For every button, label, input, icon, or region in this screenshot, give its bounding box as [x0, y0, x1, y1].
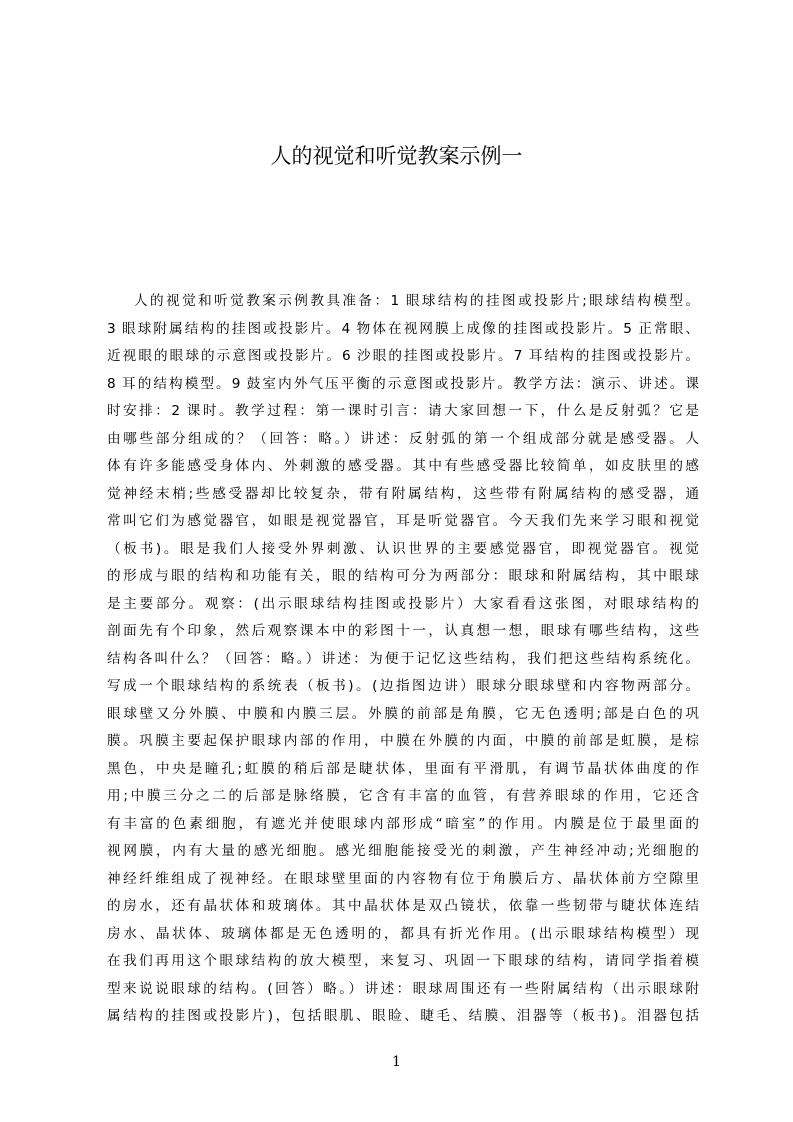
- text-line: （板书)。眼是我们人接受外界刺激、认识世界的主要感觉器官，即视觉器官。视觉: [107, 540, 699, 557]
- text-line: 房水、晶状体、玻璃体都是无色透明的，都具有折光作用。(出示眼球结构模型）现: [107, 925, 699, 942]
- text-line: 型来说说眼球的结构。(回答）略。）讲述：眼球周围还有一些附属结构（出示眼球附: [107, 980, 699, 997]
- text-line: 属结构的挂图或投影片)，包括眼肌、眼睑、睫毛、结膜、泪器等（板书)。泪器包括: [107, 1008, 699, 1024]
- text-line: 眼球壁又分外膜、中膜和内膜三层。外膜的前部是角膜，它无色透明;部是白色的巩: [107, 705, 699, 722]
- text-line: 时安排：2 课时。教学过程：第一课时引言：请大家回想一下，什么是反射弧？它是: [107, 403, 699, 419]
- text-line: 由哪些部分组成的？（回答：略。）讲述：反射弧的第一个组成部分就是感受器。人: [107, 430, 699, 447]
- text-line: 的房水，还有晶状体和玻璃体。其中晶状体是双凸镜状，依靠一些韧带与睫状体连结: [107, 898, 699, 914]
- text-line: 结构各叫什么？（回答：略。）讲述：为便于记忆这些结构，我们把这些结构系统化。: [107, 650, 699, 667]
- text-line: 膜。巩膜主要起保护眼球内部的作用，中膜在外膜的内面，中膜的前部是虹膜，是棕: [107, 733, 699, 749]
- text-line: 用;中膜三分之二的后部是脉络膜，它含有丰富的血管，有营养眼球的作用，它还含: [107, 788, 699, 804]
- text-line: 常叫它们为感觉器官，如眼是视觉器官，耳是听觉器官。今天我们先来学习眼和视觉: [107, 513, 699, 529]
- text-line: 黑色，中央是瞳孔;虹膜的稍后部是睫状体，里面有平滑肌，有调节晶状体曲度的作: [107, 760, 699, 777]
- text-line: 8 耳的结构模型。9 鼓室内外气压平衡的示意图或投影片。教学方法：演示、讲述。课: [107, 375, 699, 392]
- text-line: 剖面先有个印象，然后观察课本中的彩图十一，认真想一想，眼球有哪些结构，这些: [107, 623, 699, 639]
- text-line: 人的视觉和听觉教案示例教具准备：1 眼球结构的挂图或投影片;眼球结构模型。: [134, 293, 699, 309]
- text-line: 是主要部分。观察：(出示眼球结构挂图或投影片）大家看看这张图，对眼球结构的: [107, 595, 699, 612]
- text-line: 在我们再用这个眼球结构的放大模型，来复习、巩固一下眼球的结构，请同学指着模: [107, 953, 699, 969]
- text-line: 近视眼的眼球的示意图或投影片。6 沙眼的挂图或投影片。7 耳结构的挂图或投影片。: [107, 348, 699, 364]
- body-text: [107, 288, 699, 1031]
- page-number: 1: [392, 1054, 401, 1070]
- document-title: 人的视觉和听觉教案示例一: [270, 144, 523, 168]
- text-line: 的形成与眼的结构和功能有关，眼的结构可分为两部分：眼球和附属结构，其中眼球: [107, 568, 699, 584]
- text-line: 体有许多能感受身体内、外刺激的感受器。其中有些感受器比较简单，如皮肤里的感: [107, 458, 699, 474]
- text-line: 神经纤维组成了视神经。在眼球壁里面的内容物有位于角膜后方、晶状体前方空隙里: [107, 870, 699, 887]
- text-line: 写成一个眼球结构的系统表（板书)。(边指图边讲）眼球分眼球壁和内容物两部分。: [107, 678, 699, 694]
- text-line: 视网膜，内有大量的感光细胞。感光细胞能接受光的刺激，产生神经冲动;光细胞的: [107, 843, 699, 859]
- text-line: 3 眼球附属结构的挂图或投影片。4 物体在视网膜上成像的挂图或投影片。5 正常眼、: [107, 320, 699, 337]
- text-line: 觉神经末梢;些感受器却比较复杂，带有附属结构，这些带有附属结构的感受器，通: [107, 485, 699, 502]
- text-line: 有丰富的色素细胞，有遮光并使眼球内部形成“暗室”的作用。内膜是位于最里面的: [107, 815, 699, 832]
